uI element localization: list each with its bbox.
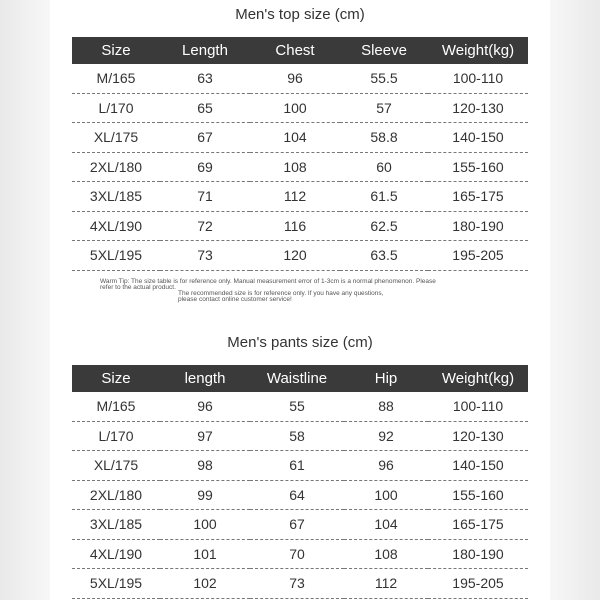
header-cell: length <box>184 370 226 387</box>
table-cell: 60 <box>340 152 428 182</box>
table-cell: 65 <box>160 93 250 123</box>
table-cell: 73 <box>160 241 250 271</box>
header-cell: Size <box>101 370 131 387</box>
table-row <box>72 451 528 481</box>
table-cell: 71 <box>160 182 250 212</box>
table-cell: 4XL/190 <box>72 211 160 241</box>
table-cell: 58 <box>250 421 344 451</box>
table-cell: 155-160 <box>428 480 528 510</box>
table-cell: 67 <box>250 510 344 540</box>
table-row <box>72 539 528 569</box>
table-cell: 73 <box>250 569 344 599</box>
table-cell: 3XL/185 <box>72 182 160 212</box>
table-cell: 5XL/195 <box>72 241 160 271</box>
table-cell: 108 <box>250 152 340 182</box>
table-cell: 180-190 <box>428 211 528 241</box>
table-cell: 165-175 <box>428 182 528 212</box>
table-row <box>72 421 528 451</box>
pants-size-title: Men's pants size (cm) <box>227 334 373 351</box>
top-size-table <box>72 37 528 271</box>
left-border <box>0 0 50 600</box>
table-cell: 5XL/195 <box>72 569 160 599</box>
table-row <box>72 123 528 153</box>
table-cell: 69 <box>160 152 250 182</box>
pants-size-table <box>72 365 528 599</box>
top-table-body <box>72 64 528 270</box>
top-size-title: Men's top size (cm) <box>235 6 365 23</box>
table-header-row <box>72 37 528 64</box>
note-line: please contact online customer service! <box>178 296 292 303</box>
table-cell: 180-190 <box>428 539 528 569</box>
table-cell: M/165 <box>72 64 160 93</box>
table-cell: 63.5 <box>340 241 428 271</box>
table-cell: 55 <box>250 392 344 421</box>
table-cell: 100-110 <box>428 64 528 93</box>
table-row <box>72 392 528 421</box>
table-row <box>72 93 528 123</box>
table-cell: 140-150 <box>428 123 528 153</box>
table-cell: 58.8 <box>340 123 428 153</box>
table-cell: 55.5 <box>340 64 428 93</box>
table-cell: 2XL/180 <box>72 480 160 510</box>
table-cell: 120-130 <box>428 93 528 123</box>
table-cell: 61 <box>250 451 344 481</box>
table-cell: 104 <box>250 123 340 153</box>
table-cell: 112 <box>250 182 340 212</box>
table-cell: 195-205 <box>428 569 528 599</box>
table-cell: 98 <box>160 451 250 481</box>
note-line: The recommended size is for reference only. If you have any questions, <box>178 290 384 297</box>
right-border <box>550 0 600 600</box>
table-cell: 3XL/185 <box>72 510 160 540</box>
table-cell: XL/175 <box>72 451 160 481</box>
table-cell: M/165 <box>72 392 160 421</box>
table-row <box>72 510 528 540</box>
table-cell: 112 <box>344 569 428 599</box>
table-cell: 67 <box>160 123 250 153</box>
table-cell: 96 <box>250 64 340 93</box>
table-cell: L/170 <box>72 93 160 123</box>
table-row <box>72 241 528 271</box>
table-cell: 100 <box>250 93 340 123</box>
table-cell: 101 <box>160 539 250 569</box>
table-cell: 100 <box>344 480 428 510</box>
table-row <box>72 182 528 212</box>
table-cell: 88 <box>344 392 428 421</box>
table-cell: 108 <box>344 539 428 569</box>
header-cell: Sleeve <box>361 42 407 59</box>
table-row <box>72 211 528 241</box>
table-cell: 72 <box>160 211 250 241</box>
table-cell: 92 <box>344 421 428 451</box>
table-cell: 64 <box>250 480 344 510</box>
table-row <box>72 152 528 182</box>
table-cell: XL/175 <box>72 123 160 153</box>
table-cell: 165-175 <box>428 510 528 540</box>
table-cell: 120-130 <box>428 421 528 451</box>
table-cell: 155-160 <box>428 152 528 182</box>
size-note <box>100 279 500 303</box>
table-cell: 116 <box>250 211 340 241</box>
table-cell: 140-150 <box>428 451 528 481</box>
note-line: refer to the actual product. <box>100 284 176 291</box>
table-cell: 100-110 <box>428 392 528 421</box>
table-cell: 104 <box>344 510 428 540</box>
table-cell: 62.5 <box>340 211 428 241</box>
table-cell: 195-205 <box>428 241 528 271</box>
table-cell: 96 <box>160 392 250 421</box>
header-cell: Size <box>101 42 131 59</box>
header-cell: Weight(kg) <box>441 42 515 59</box>
table-row <box>72 569 528 599</box>
header-cell: Weight(kg) <box>441 370 515 387</box>
header-cell: Length <box>182 42 228 59</box>
table-cell: 99 <box>160 480 250 510</box>
table-cell: 57 <box>340 93 428 123</box>
pants-table-body <box>72 392 528 598</box>
note-line: Warm Tip: The size table is for reference only. Manual measurement error of 1-3cm is a normal phenomenon. Please <box>100 278 436 285</box>
table-cell: 61.5 <box>340 182 428 212</box>
table-cell: 102 <box>160 569 250 599</box>
table-cell: L/170 <box>72 421 160 451</box>
header-cell: Waistline <box>266 370 328 387</box>
table-cell: 120 <box>250 241 340 271</box>
table-header-row <box>72 365 528 392</box>
table-cell: 96 <box>344 451 428 481</box>
table-cell: 4XL/190 <box>72 539 160 569</box>
table-row <box>72 64 528 93</box>
table-cell: 63 <box>160 64 250 93</box>
header-cell: Chest <box>275 42 315 59</box>
table-cell: 100 <box>160 510 250 540</box>
table-cell: 2XL/180 <box>72 152 160 182</box>
header-cell: Hip <box>374 370 398 387</box>
table-cell: 70 <box>250 539 344 569</box>
table-cell: 97 <box>160 421 250 451</box>
table-row <box>72 480 528 510</box>
